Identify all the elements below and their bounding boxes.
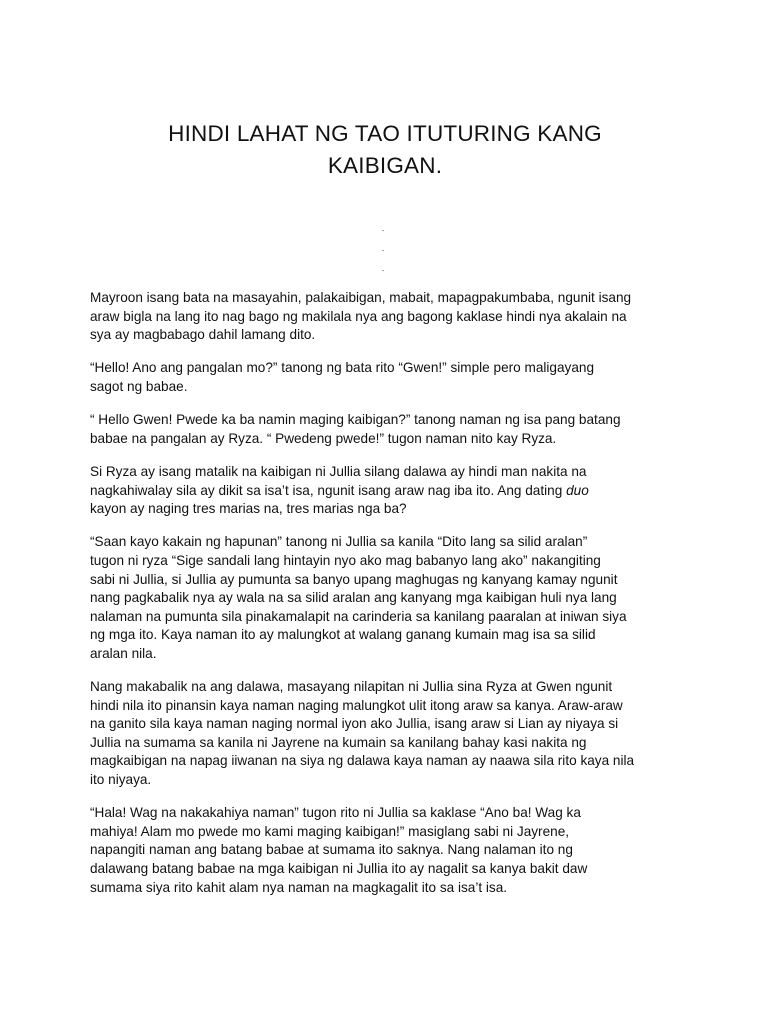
text-line: sagot ng babae. <box>90 378 188 394</box>
paragraph-3 <box>90 411 690 448</box>
text-line: ng mga ito. Kaya naman ito ay malungkot at walang ganang kumain mag isa sa silid <box>90 627 596 643</box>
paragraph-4 <box>90 463 690 519</box>
separator-dot: . <box>381 243 385 253</box>
text-line: mahiya! Alam mo pwede mo kami maging kaibigan!” masiglang sabi ni Jayrene, <box>90 823 570 839</box>
text-line: na ganito sila kaya naman naging normal iyon ako Jullia, isang araw si Lian ay niyaya si <box>90 716 619 732</box>
text-line: dalawang batang babae na mga kaibigan ni Jullia ito ay nagalit sa kanya bakit daw <box>90 861 588 876</box>
text-line: babae na pangalan ay Ryza. “ Pwedeng pwede!” tugon naman nito kay Ryza. <box>90 430 557 446</box>
text-line: sya ay magbabago dahil lamang dito. <box>90 327 316 343</box>
text-line: Si Ryza ay isang matalik na kaibigan ni Jullia silang dalawa ay hindi man nakita na <box>90 463 587 479</box>
paragraph-1 <box>90 289 690 345</box>
text-line: “Hala! Wag na nakakahiya naman” tugon rito ni Jullia sa kaklase “Ano ba! Wag ka <box>90 805 581 821</box>
italic-word: duo <box>566 482 589 498</box>
text-line: aralan nila. <box>90 645 157 661</box>
text-segment: nagkahiwalay sila ay dikit sa isa’t isa, ngunit isang araw nag iba ito. Ang dating <box>90 482 567 498</box>
text-line: “Saan kayo kakain ng hapunan” tanong ni Jullia sa kanila “Dito lang sa silid aralan” <box>90 534 588 550</box>
text-line: nalaman na pumunta sila pinakamalapit na carinderia sa kanilang paaralan at iniwan siya <box>90 608 627 624</box>
text-line: tugon ni ryza “Sige sandali lang hintayin nyo ako mag babanyo lang ako” nakangiting <box>90 552 601 568</box>
text-line: hindi nila ito pinansin kaya naman naging malungkot ulit itong araw sa kanya. Araw-araw <box>90 697 623 713</box>
paragraph-2 <box>90 359 690 396</box>
text-line: napangiti naman ang batang babae at sumama ito saknya. Nang nalaman ito ng <box>90 842 573 858</box>
text-line: “ Hello Gwen! Pwede ka ba namin maging kaibigan?” tanong naman ng isa pang batang <box>90 412 621 428</box>
title-line-2: KAIBIGAN. <box>327 153 443 178</box>
title-line-1: HINDI LAHAT NG TAO ITUTURING KANG <box>168 121 602 146</box>
paragraph-5 <box>90 533 690 663</box>
text-line: Mayroon isang bata na masayahin, palakaibigan, mabait, mapagpakumbaba, ngunit isang <box>90 290 632 305</box>
separator-dot: . <box>381 263 385 273</box>
section-separator-dots <box>373 218 393 278</box>
text-line: sabi ni Jullia, si Jullia ay pumunta sa banyo upang maghugas ng kanyang kamay ngunit <box>90 571 618 587</box>
text-line: kayon ay naging tres marias na, tres marias nga ba? <box>90 501 407 517</box>
paragraph-7 <box>90 804 690 897</box>
text-line: araw bigla na lang ito nag bago ng makilala nya ang bagong kaklase hindi nya akalain na <box>90 308 627 324</box>
text-line: sumama siya rito kahit alam nya naman na magkagalit ito sa isa’t isa. <box>90 879 508 895</box>
text-line: ito niyaya. <box>90 772 152 788</box>
text-line-with-italic <box>90 482 690 501</box>
text-line: nang pagkabalik nya ay wala na sa silid aralan ang kanyang mga kaibigan huli nya lang <box>90 590 617 606</box>
text-line: “Hello! Ano ang pangalan mo?” tanong ng bata rito “Gwen!” simple pero maligayang <box>90 360 595 376</box>
text-line: Nang makabalik na ang dalawa, masayang nilapitan ni Jullia sina Ryza at Gwen ngunit <box>90 679 613 695</box>
paragraph-6 <box>90 678 690 790</box>
document-title <box>90 118 680 182</box>
text-line: magkaibigan na napag iiwanan na siya ng dalawa kaya naman ay naawa sila rito kaya nila <box>90 753 635 769</box>
text-line: Jullia na sumama sa kanila ni Jayrene na kumain sa kanilang bahay kasi nakita ng <box>90 734 587 750</box>
story-body <box>90 289 690 912</box>
separator-dot: . <box>381 223 385 233</box>
